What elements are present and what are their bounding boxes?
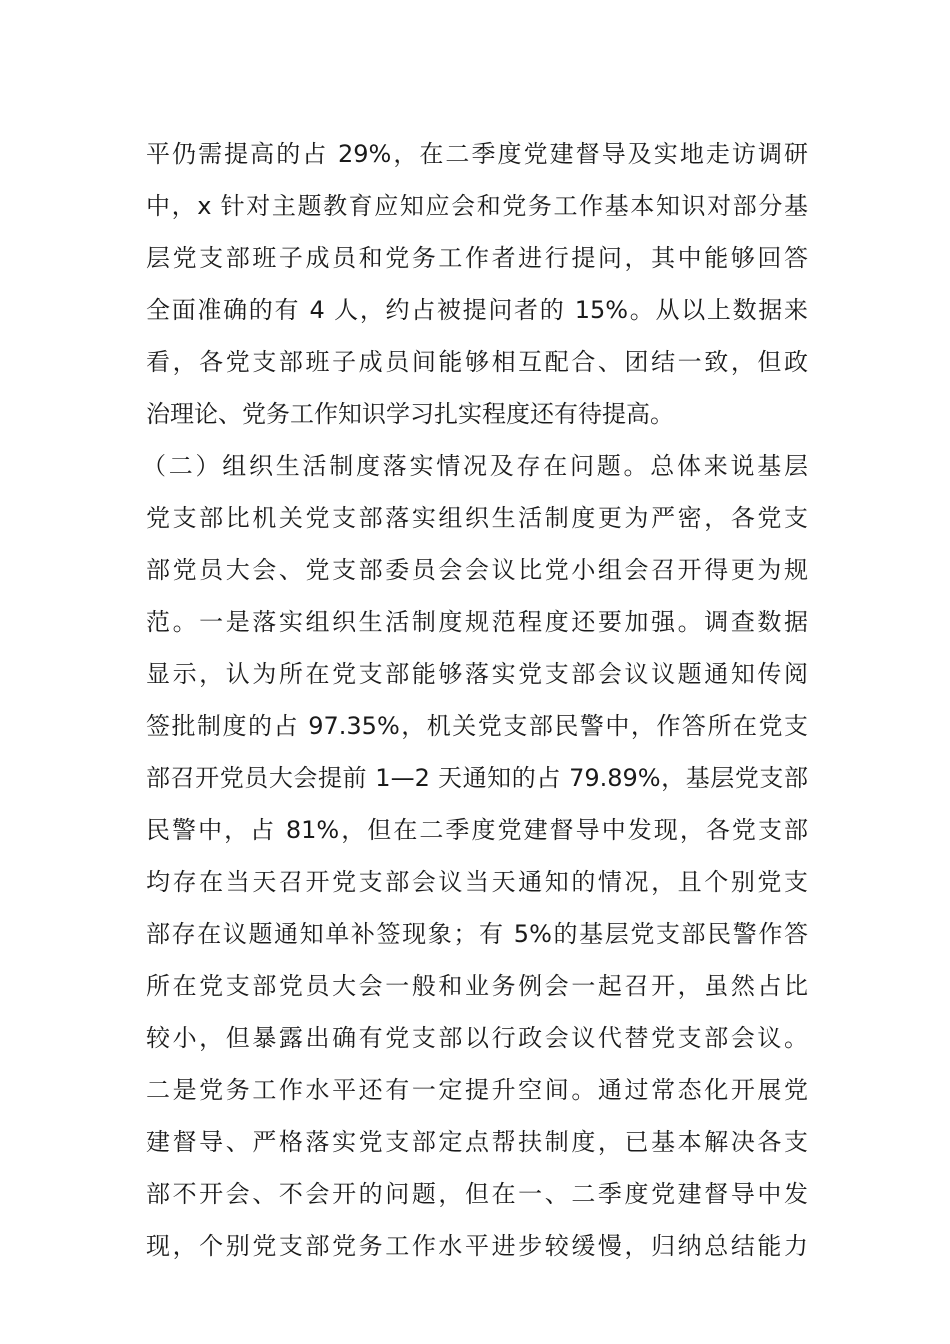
text-line: 平仍需提高的占 29%，在二季度党建督导及实地走访调研 [146,140,808,168]
text-line: 中，x 针对主题教育应知应会和党务工作基本知识对部分基 [146,192,808,220]
text-line: 党支部比机关党支部落实组织生活制度更为严密，各党支 [146,504,808,532]
text-line: 建督导、严格落实党支部定点帮扶制度，已基本解决各支 [146,1128,808,1156]
text-line: 签批制度的占 97.35%，机关党支部民警中，作答所在党支 [146,712,808,740]
text-line: 所在党支部党员大会一般和业务例会一起召开，虽然占比 [146,972,808,1000]
text-line: 全面准确的有 4 人，约占被提问者的 15%。从以上数据来 [146,296,808,324]
text-line: 二是党务工作水平还有一定提升空间。通过常态化开展党 [146,1076,808,1104]
text-line: 部召开党员大会提前 1—2 天通知的占 79.89%，基层党支部 [146,764,808,792]
body-text [142,128,808,1272]
text-line: 部党员大会、党支部委员会会议比党小组会召开得更为规 [146,556,808,584]
text-line: 部不开会、不会开的问题，但在一、二季度党建督导中发 [146,1180,808,1208]
text-line: 均存在当天召开党支部会议当天通知的情况，且个别党支 [146,868,808,896]
text-line: 显示，认为所在党支部能够落实党支部会议议题通知传阅 [146,660,808,688]
text-line: 较小，但暴露出确有党支部以行政会议代替党支部会议。 [146,1024,808,1052]
text-line: 范。一是落实组织生活制度规范程度还要加强。调查数据 [146,608,808,636]
text-line: 看，各党支部班子成员间能够相互配合、团结一致，但政 [146,348,808,376]
text-line: 现，个别党支部党务工作水平进步较缓慢，归纳总结能力 [146,1232,808,1260]
text-line: 部存在议题通知单补签现象；有 5%的基层党支部民警作答 [146,920,808,948]
section-heading-line: （二）组织生活制度落实情况及存在问题。总体来说基层 [142,452,808,480]
text-line: 治理论、党务工作知识学习扎实程度还有待提高。 [146,400,674,428]
text-line: 民警中，占 81%，但在二季度党建督导中发现，各党支部 [146,816,808,844]
text-line: 层党支部班子成员和党务工作者进行提问，其中能够回答 [146,244,808,272]
